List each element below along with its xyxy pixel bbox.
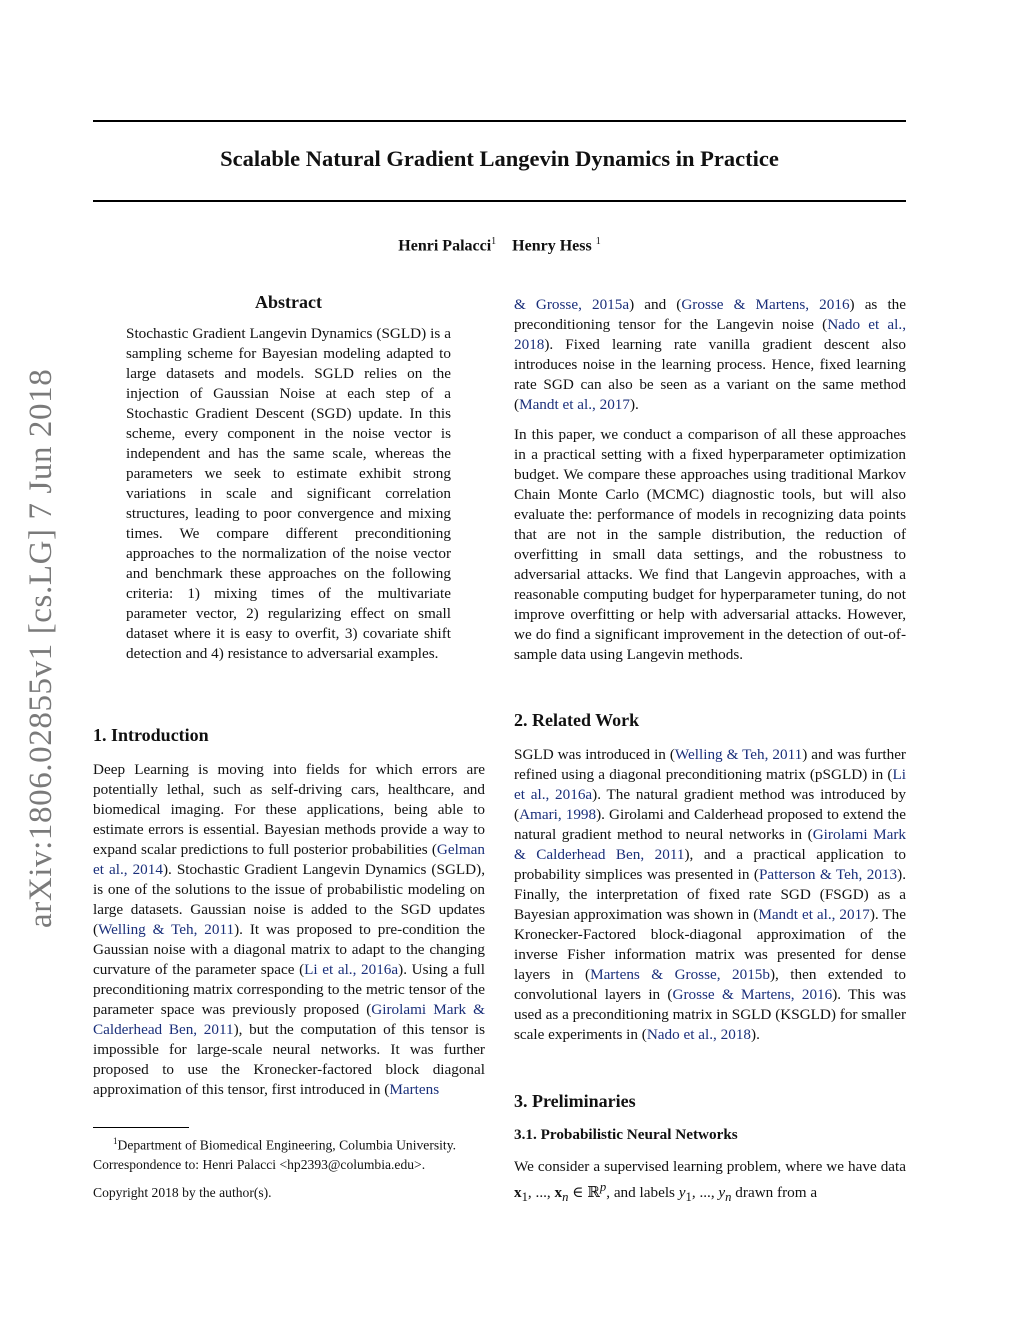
section-heading-preliminaries: 3. Preliminaries (514, 1091, 636, 1111)
citation-link[interactable]: Mandt et al., 2017 (758, 906, 870, 923)
citation-link[interactable]: Girolami Mark & Calderhead Ben, 2011 (514, 826, 906, 863)
prelim-text: drawn from a (731, 1184, 818, 1202)
related-text: ), then extended to convolutional layers in ( (514, 966, 907, 1003)
author-name: Henri Palacci (398, 237, 492, 255)
prelim-text: , and labels (606, 1184, 679, 1202)
author-affiliation: 1 (595, 236, 601, 247)
author-affiliation: 1 (491, 236, 497, 247)
subsection-heading: 3.1. Probabilistic Neural Networks (514, 1126, 738, 1143)
citation-link[interactable]: Patterson & Teh, 2013 (758, 866, 898, 883)
related-text: ). This was used as a preconditioning matrix in SGLD (KSGLD) for smaller scale experiments in ( (514, 986, 907, 1043)
citation-link[interactable]: Welling & Teh, 2011 (98, 921, 235, 938)
related-text: SGLD was introduced in ( (514, 746, 675, 763)
prelim-text: We consider a supervised learning problem, where we have data (514, 1158, 906, 1175)
section-heading-related-work: 2. Related Work (514, 710, 640, 730)
copyright-notice: Copyright 2018 by the author(s). (93, 1185, 272, 1200)
abstract-text: Stochastic Gradient Langevin Dynamics (SGLD) is a sampling scheme for Bayesian modeling adapted to large datasets and models. SGLD relies on the injection of Gaussian Noise at each step of a Stochastic Gradient Descent (SGD) update. In this scheme, every component in the noise vector is independent and has the same scale, whereas the parameters we seek to estimate exhibit strong variations in scale and significant correlation structures, leading to poor convergence and mixing times. We compare different preconditioning approaches to the normalization of the noise vector and benchmark these approaches on the following criteria: 1) mixing times of the multivariate parameter vector, 2) regularizing effect on small dataset where it is easy to overfit, 3) covariate shift detection and 4) resistance to adversarial examples. (126, 325, 451, 662)
math-data-vectors: $x_1$, ..., $x_n$ ∈ ℝ$^p$ (514, 1180, 607, 1205)
related-text: ). The natural gradient method was introduced by ( (514, 786, 906, 823)
intro-text: ) as the preconditioning tensor for the Langevin noise ( (514, 296, 906, 333)
math-labels: y (678, 1184, 686, 1202)
citation-link[interactable]: Nado et al., 2018 (646, 1026, 752, 1043)
footnote (93, 1132, 493, 1174)
citation-link[interactable]: & Grosse, 2015a (514, 296, 630, 313)
intro-continuation (514, 295, 906, 415)
citation-link[interactable]: Nado et al., 2018 (514, 316, 906, 353)
related-work-paragraph (514, 745, 906, 1045)
citation-link[interactable]: Mandt et al., 2017 (519, 396, 630, 413)
intro-text: ). It was proposed to pre-condition the Gaussian noise with a diagonal matrix to adapt to the changing curvature of the parameter space ( (93, 921, 485, 978)
author-name: Henry Hess (512, 237, 592, 255)
author-list (93, 236, 906, 255)
intro-text: Deep Learning is moving into fields for which errors are potentially lethal, such as self-driving cars, healthcare, and biomedical imaging. For these applications, being able to estimate errors is essential. Bayesian methods provide a way to expand scalar predictions to full posterior probabilities ( (93, 761, 485, 858)
footnote-affiliation: Department of Biomedical Engineering, Columbia University. (117, 1137, 457, 1153)
intro-text: ), but the computation of this tensor is impossible for large-scale neural networks. It was further proposed to use the Kronecker-factored block diagonal approximation of this tensor, first introduced in ( (93, 1021, 485, 1098)
citation-link[interactable]: Gelman et al., 2014 (93, 841, 485, 878)
paper-title: Scalable Natural Gradient Langevin Dynamics in Practice (220, 146, 779, 171)
title-bottom-rule (93, 200, 906, 202)
intro-text: ). Stochastic Gradient Langevin Dynamics (SGLD), is one of the solutions to the issue of probabilistic modeling on large datasets. Gaussian noise is added to the SGD updates ( (93, 861, 486, 938)
citation-link[interactable]: Martens (389, 1081, 440, 1098)
preliminaries-paragraph: We consider a supervised learning problem, where we have data $x_1$, ..., $x_n$ ∈ ℝ$^p$, and labels $y_1$, ..., $y_n$ drawn from a (514, 1158, 906, 1205)
footnote-rule (93, 1127, 189, 1128)
footnote-mark: 1 (113, 1136, 118, 1146)
abstract-heading: Abstract (255, 292, 322, 312)
citation-link[interactable]: Li et al., 2016a (304, 961, 399, 978)
related-text: ). The Kronecker-Factored block-diagonal approximation of the inverse Fisher information matrix was presented for dense layers in ( (514, 906, 906, 983)
citation-link[interactable]: Grosse & Martens, 2016 (681, 296, 850, 313)
intro-paragraph (93, 760, 485, 1100)
citation-link[interactable]: Amari, 1998 (519, 806, 597, 823)
citation-link[interactable]: Grosse & Martens, 2016 (672, 986, 833, 1003)
footnote-correspondence: Correspondence to: Henri Palacci <hp2393@columbia.edu>. (93, 1156, 426, 1172)
citation-link[interactable]: Welling & Teh, 2011 (674, 746, 803, 763)
related-text: ), and a practical application to probability simplices was presented in ( (514, 846, 906, 883)
citation-link[interactable]: Li et al., 2016a (514, 766, 906, 803)
related-text: ). Girolami and Calderhead proposed to extend the natural gradient method to neural networks in ( (514, 806, 906, 843)
arxiv-identifier: arXiv:1806.02855v1 [cs.LG] 7 Jun 2018 (23, 368, 59, 928)
intro-text: ). Using a full preconditioning matrix corresponding to the metric tensor of the parameter space was previously proposed ( (93, 961, 485, 1018)
intro-text: ) and ( (629, 296, 682, 313)
related-text: ) and was further refined using a diagonal preconditioning matrix (pSGLD) in ( (514, 746, 906, 783)
intro-text: ). Fixed learning rate vanilla gradient descent also introduces noise in the learning process. Hence, fixed learning rate SGD can also be seen as a variant on the same method ( (514, 336, 906, 413)
related-text: ). Finally, the interpretation of fixed rate SGD (FSGD) as a Bayesian approximation was shown in ( (514, 866, 906, 923)
top-rule (93, 120, 906, 122)
citation-link[interactable]: Martens & Grosse, 2015b (590, 966, 770, 983)
intro-paragraph-2: In this paper, we conduct a comparison of all these approaches in a practical setting with a fixed hyperparameter optimization budget. We compare these approaches using traditional Markov Chain Monte Carlo (MCMC) diagnostic tools, but will also evaluate the: performance of models in recognizing data points that are not in the sample distribution, the reduction of overfitting in small data settings, and the robustness to adversarial attacks. We find that Langevin approaches, with a reasonable computing budget for hyperparameter tuning, do not improve overfitting or help with adversarial attacks. However, we do find a significant improvement in the detection of out-of-sample data using Langevin methods. (514, 426, 906, 663)
intro-text: ). (630, 396, 639, 413)
section-heading-introduction: 1. Introduction (93, 725, 209, 745)
math-var: x (514, 1184, 522, 1202)
citation-link[interactable]: Girolami Mark & Calderhead Ben, 2011 (93, 1001, 485, 1038)
related-text: ). (751, 1026, 760, 1043)
